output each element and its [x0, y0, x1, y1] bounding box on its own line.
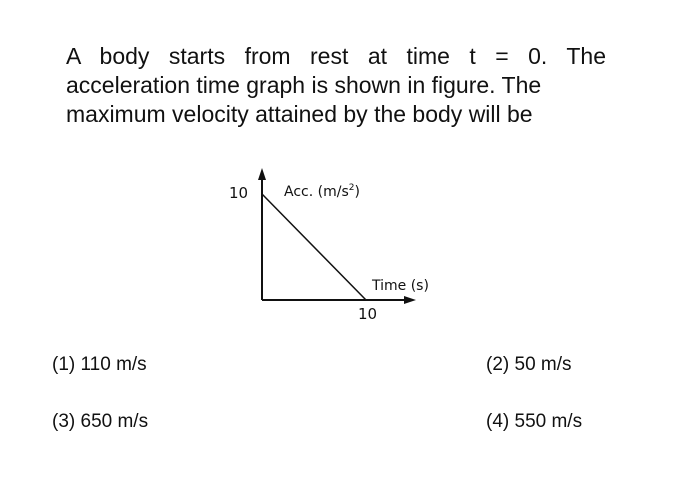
x-axis-arrowhead [404, 296, 416, 304]
y-tick-label: 10 [229, 184, 249, 202]
y-axis [258, 168, 266, 300]
acceleration-line [262, 194, 366, 300]
x-axis-label: Time (s) [372, 278, 429, 294]
question-line: acceleration time graph is shown in figure. The [66, 72, 542, 98]
question-line: maximum velocity attained by the body will be [66, 101, 533, 127]
option-1[interactable]: (1) 110 m/s [52, 354, 147, 375]
y-axis-label: Acc. $(m/s^2)$ [284, 183, 360, 200]
option-4[interactable]: (4) 550 m/s [486, 411, 583, 432]
y-axis-arrowhead [258, 168, 266, 180]
x-tick-label: 10 [358, 305, 378, 323]
question-line: A body starts from rest at time t = 0. The [66, 43, 606, 69]
x-axis [262, 296, 416, 304]
option-3[interactable]: (3) 650 m/s [52, 411, 149, 432]
option-2[interactable]: (2) 50 m/s [486, 354, 572, 375]
